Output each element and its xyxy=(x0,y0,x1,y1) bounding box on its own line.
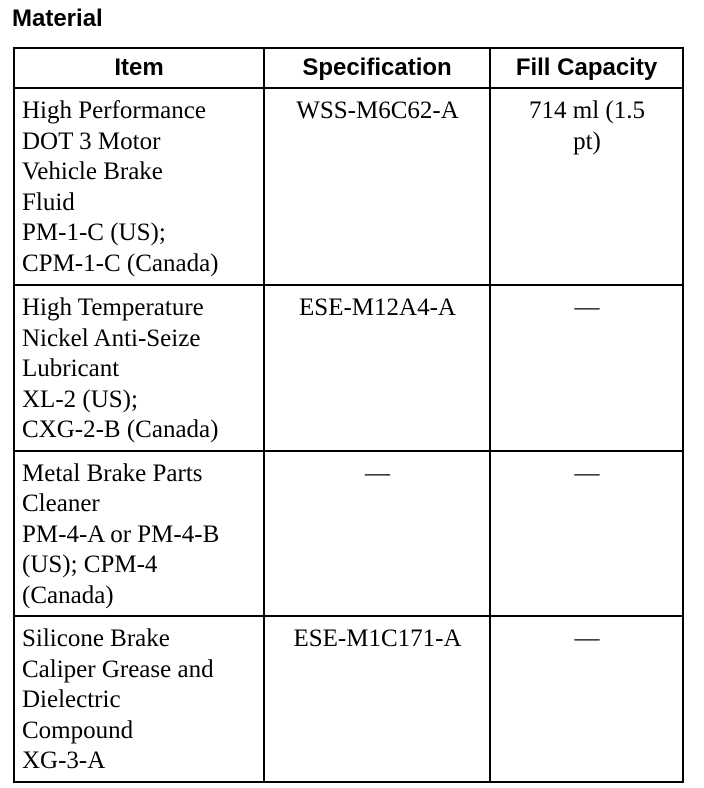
item-line: PM-4-A or PM-4-B xyxy=(22,520,220,548)
item-line: Vehicle Brake xyxy=(22,158,163,185)
item-line: High Temperature xyxy=(22,294,204,321)
fill-capacity-line: — xyxy=(574,625,600,652)
material-table xyxy=(13,47,684,783)
item-line: Cleaner xyxy=(22,490,100,517)
specification-value: ESE-M1C171-A xyxy=(293,625,462,652)
fill-capacity-cell xyxy=(490,616,683,782)
fill-capacity-line: 714 ml (1.5 xyxy=(529,97,645,124)
item-line: High Performance xyxy=(22,97,206,124)
specification-cell xyxy=(264,88,490,285)
item-line: CPM-1-C (Canada) xyxy=(22,249,219,277)
table-row xyxy=(14,451,683,617)
item-line: Compound xyxy=(22,716,134,744)
fill-capacity-cell xyxy=(490,451,683,617)
header-specification: Specification xyxy=(264,48,490,88)
header-fill-capacity: Fill Capacity xyxy=(490,48,683,88)
specification-cell xyxy=(264,616,490,782)
item-cell xyxy=(14,285,264,451)
fill-capacity-line: — xyxy=(574,459,600,487)
specification-value: WSS-M6C62-A xyxy=(296,97,459,124)
item-line: XG-3-A xyxy=(22,747,106,774)
item-cell xyxy=(14,616,264,782)
fill-capacity-cell xyxy=(490,88,683,285)
item-line: (Canada) xyxy=(22,581,114,609)
specification-cell xyxy=(264,451,490,617)
specification-cell xyxy=(264,285,490,451)
item-cell xyxy=(14,88,264,285)
item-line: DOT 3 Motor xyxy=(22,127,161,155)
item-line: Metal Brake Parts xyxy=(22,459,203,487)
item-line: Fluid xyxy=(22,188,75,216)
item-line: Dielectric xyxy=(22,686,121,713)
table-row xyxy=(14,88,683,285)
item-cell xyxy=(14,451,264,617)
item-line: XL-2 (US); xyxy=(22,385,138,413)
item-line: (US); CPM-4 xyxy=(22,551,158,578)
table-row xyxy=(14,285,683,451)
header-item: Item xyxy=(14,48,264,88)
specification-value: — xyxy=(365,459,390,487)
item-line: Silicone Brake xyxy=(22,625,170,652)
fill-capacity-line: — xyxy=(574,294,600,321)
specification-value: ESE-M12A4-A xyxy=(299,294,456,321)
item-line: Caliper Grease and xyxy=(22,655,214,683)
fill-capacity-line: pt) xyxy=(573,127,601,155)
item-line: CXG-2-B (Canada) xyxy=(22,416,219,443)
item-line: PM-1-C (US); xyxy=(22,219,166,246)
item-line: Lubricant xyxy=(22,355,120,382)
table-row xyxy=(14,616,683,782)
page-title: Material xyxy=(12,5,103,32)
item-line: Nickel Anti-Seize xyxy=(22,324,201,352)
fill-capacity-cell xyxy=(490,285,683,451)
table-header-row xyxy=(14,48,683,88)
